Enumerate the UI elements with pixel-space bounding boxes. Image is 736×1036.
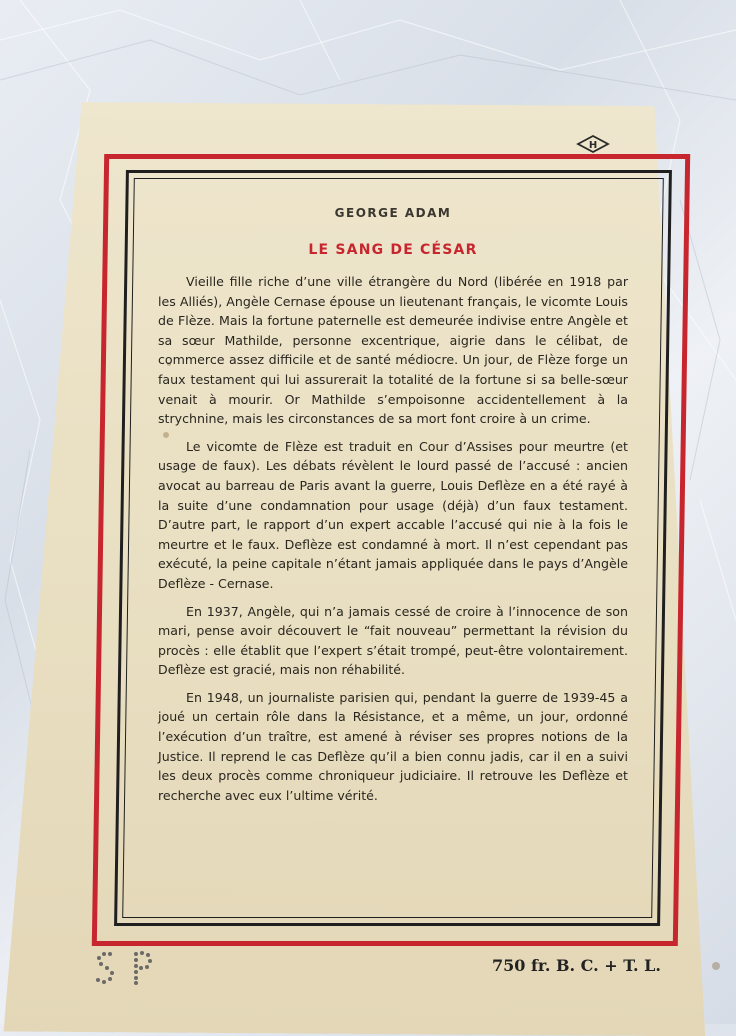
price-label: 750 fr. B. C. + T. L. xyxy=(492,956,661,975)
publisher-diamond-logo-icon xyxy=(576,134,610,154)
paper-stain xyxy=(712,962,720,970)
blurb-paragraph-2: Le vicomte de Flèze est traduit en Cour d’Assises pour meurtre (et usage de faux). Les débats révèlent le lourd passé de l’accusé : ancien avocat au barreau de Paris avant la guerre, Louis Deflèze en a été rayé à la suite d’une condamnation pour usage (déjà) d’un faux testament. D’autre part, le rapport d’un expert accable l’accusé qui nie à la fois le meurtre et le faux. Deflèze est condamné à mort. Il n’est cependant pas exécuté, la peine capitale n’étant jamais appliquée dans le pays d’Angèle Deflèze - Cernase. xyxy=(158,438,628,591)
blurb-paragraph-3: En 1937, Angèle, qui n’a jamais cessé de croire à l’innocence de son mari, pense avoir découvert le “fait nouveau” permettant la révision du procès : elle établit que l’expert s’était trompé, peut-être volontairement. Deflèze est gracié, mais non réhabilité. xyxy=(158,603,628,678)
blurb-text-block xyxy=(158,200,628,880)
blurb-paragraph-4: En 1948, un journaliste parisien qui, pendant la guerre de 1939-45 a joué un certain rôle dans la Résistance, et a même, un jour, ordonné l’exécution d’un traître, est amené à réviser ses propres notions de la Justice. Il reprend le cas Deflèze qu’il a bien connu jadis, car il en a suivi les deux procès comme chroniqueur judiciaire. Il retrouve les Deflèze et recherche avec eux l’ultime vérité. xyxy=(158,689,628,803)
perforated-sp-stamp xyxy=(92,948,162,988)
blurb-paragraph-1: Vieille fille riche d’une ville étrangère du Nord (libérée en 1918 par les Alliés), Angèle Cernase épouse un lieutenant français, le vicomte Louis de Flèze. Mais la fortune paternelle est demeurée indivise entre Angèle et sa sœur Mathilde, personne excentrique, aigrie dans le célibat, de commerce assez difficile et de santé médiocre. Un jour, de Flèze forge un faux testament qui lui assurerait la totalité de la fortune si sa belle-sœur venait à mourir. Or Mathilde s’empoisonne accidentellement à la strychnine, mais les circonstances de sa mort font croire à un crime. xyxy=(158,274,628,427)
author-name: GEORGE ADAM xyxy=(334,206,452,220)
svg-text:H: H xyxy=(588,140,598,151)
book-title: LE SANG DE CÉSAR xyxy=(308,242,478,258)
